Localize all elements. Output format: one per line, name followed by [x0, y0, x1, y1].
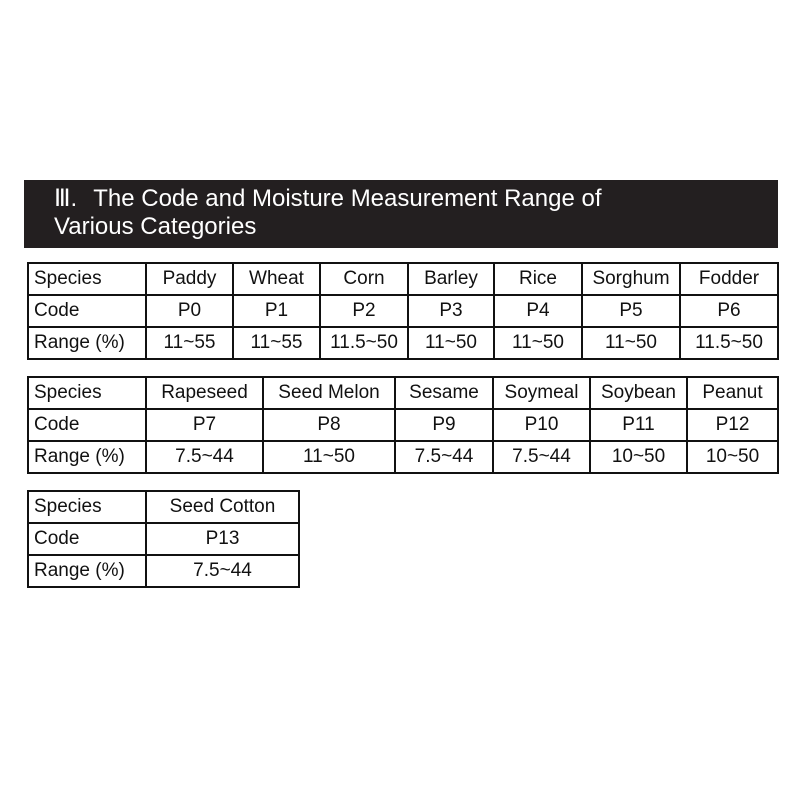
section-header [24, 180, 778, 248]
species-cell: Corn [320, 263, 408, 295]
code-cell: P12 [687, 409, 778, 441]
species-row [28, 491, 299, 523]
code-cell: P2 [320, 295, 408, 327]
species-label: Species [28, 491, 146, 523]
species-cell: Sesame [395, 377, 493, 409]
code-label: Code [28, 295, 146, 327]
range-cell: 7.5~44 [395, 441, 493, 473]
code-row [28, 295, 778, 327]
range-row [28, 441, 778, 473]
range-row [28, 327, 778, 359]
species-cell: Barley [408, 263, 494, 295]
code-cell: P10 [493, 409, 590, 441]
code-table-2 [27, 376, 779, 474]
range-cell: 11~50 [263, 441, 395, 473]
code-row [28, 409, 778, 441]
code-label: Code [28, 409, 146, 441]
code-cell: P7 [146, 409, 263, 441]
code-table-3 [27, 490, 300, 588]
code-cell: P9 [395, 409, 493, 441]
code-cell: P4 [494, 295, 582, 327]
range-cell: 11~55 [146, 327, 233, 359]
range-label: Range (%) [28, 441, 146, 473]
range-cell: 11~50 [408, 327, 494, 359]
range-label: Range (%) [28, 327, 146, 359]
code-cell: P6 [680, 295, 778, 327]
species-cell: Seed Melon [263, 377, 395, 409]
species-cell: Sorghum [582, 263, 680, 295]
code-cell: P3 [408, 295, 494, 327]
section-number: Ⅲ. [54, 185, 78, 212]
code-cell: P11 [590, 409, 687, 441]
code-table-1 [27, 262, 779, 360]
species-cell: Seed Cotton [146, 491, 299, 523]
species-row [28, 263, 778, 295]
section-title-text: The Code and Moisture Measurement Range of [93, 185, 602, 212]
species-cell: Rice [494, 263, 582, 295]
species-cell: Fodder [680, 263, 778, 295]
code-row [28, 523, 299, 555]
code-cell: P5 [582, 295, 680, 327]
code-label: Code [28, 523, 146, 555]
species-cell: Peanut [687, 377, 778, 409]
code-cell: P8 [263, 409, 395, 441]
range-cell: 7.5~44 [493, 441, 590, 473]
range-cell: 7.5~44 [146, 441, 263, 473]
species-cell: Wheat [233, 263, 320, 295]
range-cell: 11~50 [582, 327, 680, 359]
species-row [28, 377, 778, 409]
range-cell: 11.5~50 [320, 327, 408, 359]
species-cell: Paddy [146, 263, 233, 295]
range-cell: 10~50 [687, 441, 778, 473]
species-label: Species [28, 377, 146, 409]
range-cell: 10~50 [590, 441, 687, 473]
range-cell: 11.5~50 [680, 327, 778, 359]
code-cell: P0 [146, 295, 233, 327]
section-title-line-1 [54, 185, 778, 213]
species-cell: Rapeseed [146, 377, 263, 409]
range-label: Range (%) [28, 555, 146, 587]
range-cell: 11~55 [233, 327, 320, 359]
range-row [28, 555, 299, 587]
range-cell: 11~50 [494, 327, 582, 359]
section-title-line-2: Various Categories [54, 213, 257, 240]
code-cell: P1 [233, 295, 320, 327]
species-cell: Soymeal [493, 377, 590, 409]
species-cell: Soybean [590, 377, 687, 409]
species-label: Species [28, 263, 146, 295]
range-cell: 7.5~44 [146, 555, 299, 587]
code-cell: P13 [146, 523, 299, 555]
